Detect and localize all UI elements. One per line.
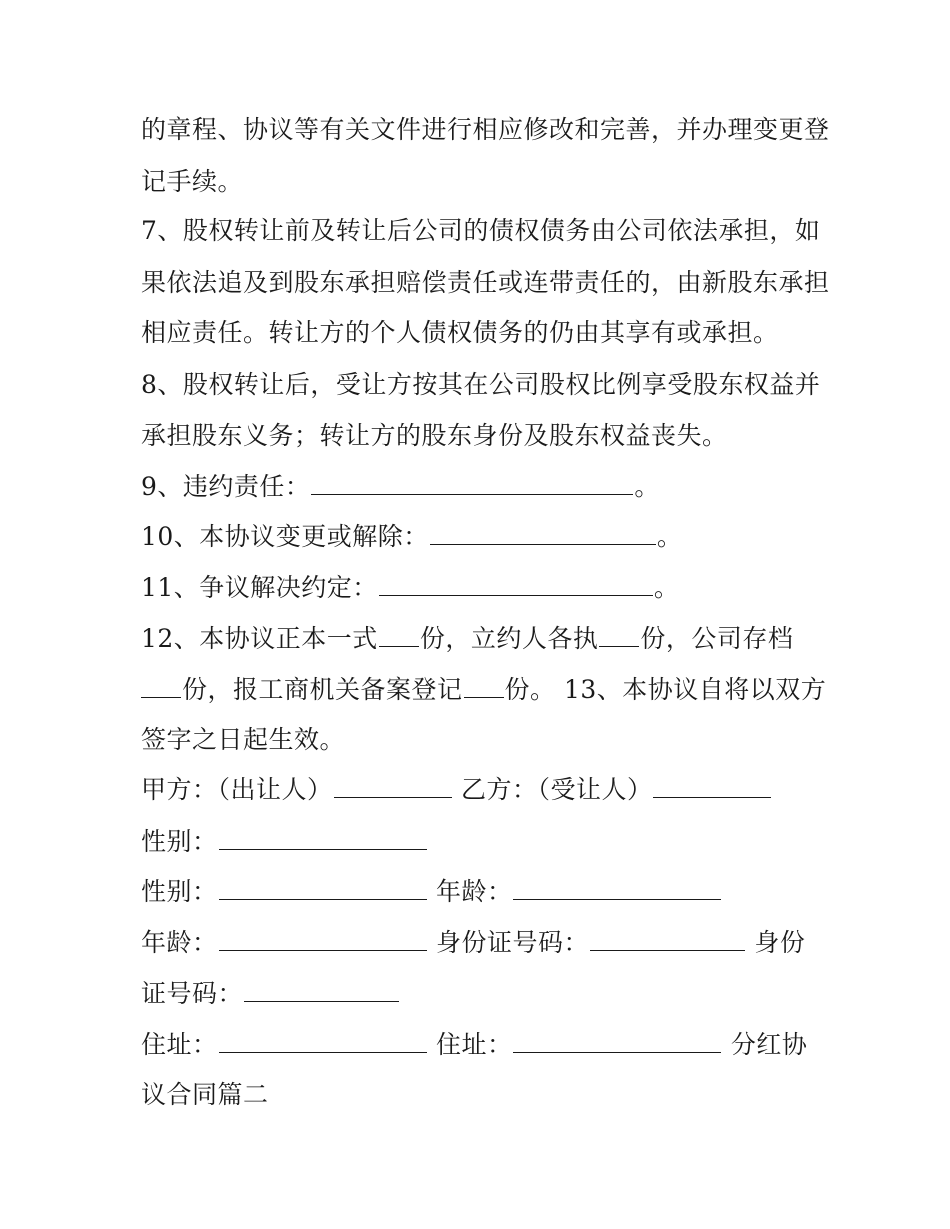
party-b-label: 乙方：（受让人） [452, 775, 653, 804]
line-text: 份，报工商机关备案登记 [182, 675, 463, 704]
line-text: 份。 13、本协议自将以双方 [504, 675, 827, 704]
line-text: 分红协 [722, 1030, 808, 1059]
line-text: 12、本协议正本一式 [141, 624, 378, 653]
text-line [141, 421, 728, 451]
gender-row [141, 827, 428, 857]
fill-in-blank[interactable] [379, 624, 419, 647]
gender-label: 性别： [141, 877, 218, 906]
id-number-blank[interactable] [244, 979, 399, 1002]
clause-7 [141, 216, 820, 246]
age-id-row [141, 928, 805, 958]
id-number-label: 证号码： [141, 979, 244, 1008]
clause-12 [141, 624, 793, 654]
clause-11 [141, 573, 679, 603]
line-text: 9、违约责任： [141, 472, 311, 501]
fill-in-blank[interactable] [599, 624, 639, 647]
line-text: 记手续。 [141, 167, 244, 196]
line-text: 相应责任。转让方的个人债权债务的仍由其享有或承担。 [141, 318, 779, 347]
clause-10 [141, 522, 682, 552]
gender-blank[interactable] [219, 877, 427, 900]
line-text: 。 [656, 522, 683, 551]
line-text: 果依法追及到股东承担赔偿责任或连带责任的，由新股东承担 [141, 268, 830, 297]
id-row [141, 979, 400, 1009]
address-label: 住址： [141, 1030, 218, 1059]
text-line [141, 318, 779, 348]
line-text: 7、股权转让前及转让后公司的债权债务由公司依法承担，如 [141, 216, 821, 245]
text-line [141, 675, 826, 705]
party-a-blank[interactable] [334, 775, 452, 798]
address-label: 住址： [427, 1030, 513, 1059]
fill-in-blank[interactable] [311, 472, 633, 495]
age-blank[interactable] [219, 928, 427, 951]
gender-blank[interactable] [219, 827, 427, 850]
id-number-blank[interactable] [590, 928, 745, 951]
fill-in-blank[interactable] [379, 573, 653, 596]
line-text: 。 [634, 472, 660, 501]
clause-9 [141, 472, 660, 502]
party-a-label: 甲方：（出让人） [141, 775, 333, 804]
line-text: 份，立约人各执 [419, 624, 599, 653]
section-title [141, 1080, 269, 1110]
line-text: 。 [653, 573, 680, 602]
gender-label: 性别： [141, 827, 218, 856]
clause-8 [141, 370, 820, 400]
fill-in-blank[interactable] [430, 522, 656, 545]
line-text: 11、争议解决约定： [141, 573, 378, 602]
fill-in-blank[interactable] [141, 675, 181, 698]
id-number-label: 身份证号码： [427, 928, 589, 957]
line-text: 份，公司存档 [640, 624, 794, 653]
age-label: 年龄： [141, 928, 218, 957]
age-blank[interactable] [513, 877, 721, 900]
address-blank[interactable] [219, 1030, 427, 1053]
line-text: 的章程、协议等有关文件进行相应修改和完善，并办理变更登 [141, 115, 830, 144]
party-b-blank[interactable] [653, 775, 771, 798]
text-line [141, 167, 243, 197]
address-blank[interactable] [513, 1030, 721, 1053]
text-line [141, 115, 830, 145]
age-label: 年龄： [427, 877, 513, 906]
signature-parties [141, 775, 772, 805]
line-text: 10、本协议变更或解除： [141, 522, 429, 551]
text-line [141, 268, 830, 298]
line-text: 8、股权转让后，受让方按其在公司股权比例享受股东权益并 [141, 370, 821, 399]
line-text: 承担股东义务；转让方的股东身份及股东权益丧失。 [141, 421, 728, 450]
gender-age-row [141, 877, 722, 907]
address-row [141, 1030, 807, 1060]
line-text: 身份 [745, 928, 806, 957]
line-text: 议合同篇二 [141, 1080, 269, 1109]
text-line [141, 725, 345, 755]
line-text: 签字之日起生效。 [141, 725, 346, 754]
fill-in-blank[interactable] [464, 675, 504, 698]
